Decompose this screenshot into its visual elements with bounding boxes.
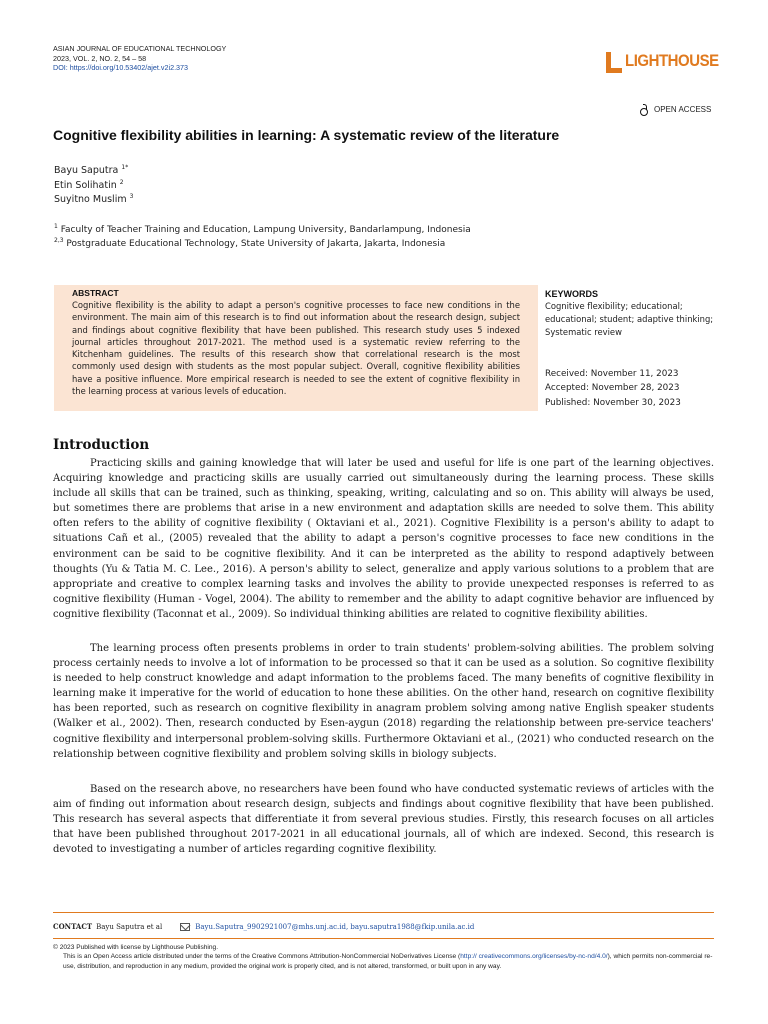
abstract-box <box>54 285 538 411</box>
publisher-logo <box>603 48 731 74</box>
doi-link[interactable]: DOI: https://doi.org/10.53402/ajet.v2i2.373 <box>53 63 189 73</box>
journal-volume: 2023, VOL. 2, NO. 2, 54 – 58 <box>53 53 147 63</box>
received-date: Received: November 11, 2023 <box>545 369 679 379</box>
body-paragraph: Practicing skills and gaining knowledge that will later be used and useful for life is one part of the learning objectives. Acquiring knowledge and practicing skills are usually carried out simultaneously during the learning process. These skills include all skills that can be trained, such as thinking, speaking, writing, calculating and so on. This ability will always be used, but sometimes there are problems that arise in a new environment and adaptation skills are needed to solve them. This ability often refers to the ability of cognitive flexibility ( Oktaviani et al., 2021). Cognitive Flexibility is a person's ability to adapt to situations Cañ et al., (2005) revealed that the ability to adapt a person's cognitive processes to face new conditions in the environment can be said to be cognitive flexibility. And it can be interpreted as the ability to respond adaptively between thoughts (Yu & Tatia M. C. Lee., 2016). A person's ability to select, generalize and apply various solutions to a problem that are appropriate and creative to complex learning tasks and involves the ability to provide unexpected responses is referred to as cognitive flexibility (Human - Vogel, 2004). The ability to remember and the ability to adapt cognitive behavior are influenced by cognitive flexibility (Taconnat et al., 2009). So individual thinking abilities are related to cognitive flexibility abilities. <box>53 458 714 620</box>
author-item: Etin Solihatin $^2$ <box>54 178 124 191</box>
journal-header <box>53 44 226 73</box>
affiliation-list <box>54 224 471 251</box>
publisher-logo-text: LIGHTHOUSE <box>625 51 719 70</box>
contact-label: CONTACT <box>53 922 93 931</box>
contact-emails[interactable]: Bayu.Saputra_9902921007@mhs.unj.ac.id, bayu.saputra1988@fkip.unila.ac.id <box>195 922 475 931</box>
lighthouse-logo-icon <box>603 48 623 74</box>
abstract-heading: ABSTRACT <box>72 288 119 298</box>
keywords-text: Cognitive flexibility; educational; educational; student; adaptive thinking; Systematic review <box>545 301 714 337</box>
author-list <box>54 164 133 208</box>
abstract-text: Cognitive flexibility is the ability to adapt a person's cognitive processes to face new conditions in the environment. The main aim of this research is to find out information about the research design, subject and findings about cognitive flexibility that have been published. This research study uses 5 indexed journal articles throughout 2017-2021. The method used is a systematic review referring to the Kitchenham guidelines. The results of this research show that correlational research is the most commonly used design with students as the most popular subject. Overall, cognitive flexibility abilities have a positive influence. More empirical research is needed to see the extent of cognitive flexibility in the learning process at various levels of education. <box>72 300 520 397</box>
open-lock-icon <box>639 104 647 115</box>
keywords-heading: KEYWORDS <box>545 289 599 299</box>
license-notice <box>53 943 714 971</box>
license-text: This is an Open Access article distributed under the terms of the Creative Commons Attribution-NonCommercial NoDerivatives License (http:// creativecommons.org/licenses/by-nc-nd/4.0/), which permits non-commercial re-use, distribution, and reproduction in any medium, provided the original work is properly cited, and is not altered, transformed, or built upon in any way. <box>63 953 713 970</box>
contact-line <box>53 922 474 931</box>
open-access-badge <box>639 104 711 115</box>
envelope-icon <box>180 923 190 931</box>
author-item: Bayu Saputra $^{1*}$ <box>54 163 129 176</box>
article-dates <box>545 367 681 410</box>
copyright-line: © 2023 Published with license by Lighthouse Publishing. <box>53 944 219 951</box>
footer-divider <box>53 912 714 913</box>
affiliation-item: $^{2,3}$ Postgraduate Educational Technology, State University of Jakarta, Jakarta, Indonesia <box>54 236 446 249</box>
license-link[interactable]: http:// creativecommons.org/licenses/by-nc-nd/4.0/ <box>460 953 608 961</box>
footer-divider <box>53 938 714 939</box>
published-date: Published: November 30, 2023 <box>545 397 681 408</box>
introduction-heading: Introduction <box>53 437 150 453</box>
article-title: Cognitive flexibility abilities in learning: A systematic review of the literature <box>53 127 560 143</box>
body-paragraph: Based on the research above, no researchers have been found who have conducted systematic reviews of articles with the aim of finding out information about research design, subjects and findings about cognitive flexibility that have been published. This research has several aspects that differentiate it from several previous studies. Firstly, this research focuses on all articles that have been published throughout 2017-2021 in all educational journals, all of which are indexed. Second, this research is devoted to investigating a number of articles regarding cognitive flexibility. <box>53 784 714 856</box>
keywords-section <box>545 288 715 339</box>
journal-name: ASIAN JOURNAL OF EDUCATIONAL TECHNOLOGY <box>53 44 227 53</box>
open-access-label: OPEN ACCESS <box>654 105 712 114</box>
accepted-date: Accepted: November 28, 2023 <box>545 383 680 394</box>
contact-name: Bayu Saputra et al <box>96 922 163 931</box>
body-paragraph: The learning process often presents problems in order to train students' problem-solving abilities. The problem solving process certainly needs to involve a lot of information to be processed so that it can be used as a solution. So cognitive flexibility is needed to help construct knowledge and adapt information to the problems faced. The many benefits of cognitive flexibility in learning make it imperative for the world of education to hone these abilities. On the other hand, research on cognitive flexibility has been reported, such as research on cognitive flexibility in anagram problem solving among native English speaker students (Walker et al., 2002). Then, research conducted by Esen-aygun (2018) regarding the relationship between pre-service teachers' cognitive flexibility and interpersonal problem-solving skills. Furthermore Oktaviani et al., (2021) who conducted research on the relationship between cognitive flexibility and problem solving skills in biology subjects. <box>53 643 714 760</box>
affiliation-item: $^1$ Faculty of Teacher Training and Education, Lampung University, Bandarlampung, Indonesia <box>54 223 471 235</box>
author-item: Suyitno Muslim $^3$ <box>54 192 134 205</box>
